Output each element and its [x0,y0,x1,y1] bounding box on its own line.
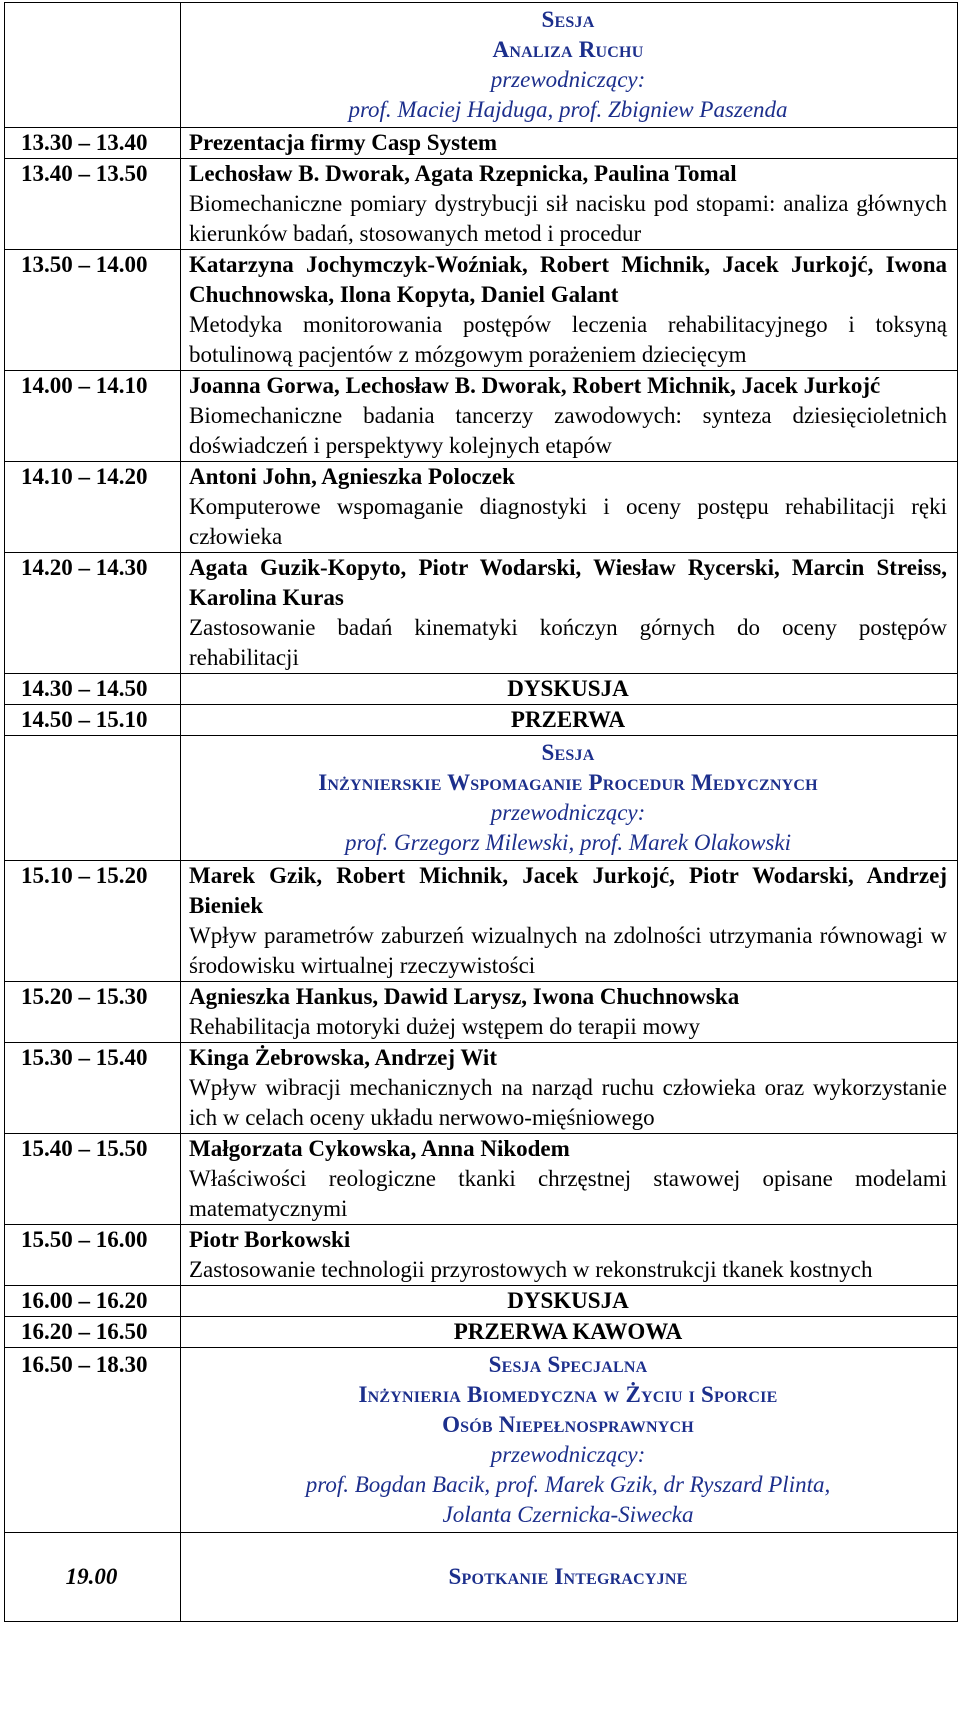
talk-authors: Piotr Borkowski [189,1227,351,1252]
break-label: DYSKUSJA [181,1286,958,1317]
talk-row [5,1225,958,1286]
talk-authors: Agata Guzik-Kopyto, Piotr Wodarski, Wiesław Rycerski, Marcin Streiss, Karolina Kuras [189,555,947,610]
talk-cell [181,861,958,982]
talk-authors: Joanna Gorwa, Lechosław B. Dworak, Robert Michnik, Jacek Jurkojć [189,373,881,398]
break-row [5,1317,958,1348]
chair-label: przewodniczący: [490,67,646,92]
talk-row [5,1134,958,1225]
talk-row [5,462,958,553]
talk-authors: Katarzyna Jochymczyk-Woźniak, Robert Michnik, Jacek Jurkojć, Iwona Chuchnowska, Ilona Kopyta, Daniel Galant [189,252,947,307]
talk-cell [181,1134,958,1225]
chair-label: przewodniczący: [490,1442,646,1467]
time-cell: 16.50 – 18.30 [5,1348,181,1533]
talk-time: 15.50 – 16.00 [5,1225,181,1286]
session-header [181,3,958,128]
talk-row [5,861,958,982]
final-row [5,1533,958,1622]
session-name: Inżynierskie Wspomaganie Procedur Medycznych [318,770,818,795]
talk-authors: Małgorzata Cykowska, Anna Nikodem [189,1136,570,1161]
talk-time: 13.50 – 14.00 [5,250,181,371]
final-time: 19.00 [5,1533,181,1622]
talk-authors: Lechosław B. Dworak, Agata Rzepnicka, Paulina Tomal [189,161,737,186]
program-table [4,2,958,1622]
session-name-line2: Osób Niepełnosprawnych [442,1412,694,1437]
talk-time: 14.10 – 14.20 [5,462,181,553]
talk-title: Zastosowanie badań kinematyki kończyn górnych do oceny postępów rehabilitacji [189,615,947,670]
talk-time: 15.40 – 15.50 [5,1134,181,1225]
time-cell [5,3,181,128]
talk-time: 15.30 – 15.40 [5,1043,181,1134]
talk-authors: Prezentacja firmy Casp System [189,130,498,155]
break-time: 16.00 – 16.20 [5,1286,181,1317]
time-cell [5,736,181,861]
talk-row [5,159,958,250]
session-header [181,736,958,861]
talk-time: 15.20 – 15.30 [5,982,181,1043]
talk-authors: Kinga Żebrowska, Andrzej Wit [189,1045,497,1070]
talk-row [5,1043,958,1134]
talk-cell [181,128,958,159]
talk-cell [181,553,958,674]
talk-title: Biomechaniczne badania tancerzy zawodowych: synteza dziesięcioletnich doświadczeń i perspektywy kolejnych etapów [189,403,947,458]
talk-row [5,371,958,462]
break-time: 14.50 – 15.10 [5,705,181,736]
chair-names-line2: Jolanta Czernicka-Siwecka [442,1502,694,1527]
talk-title: Rehabilitacja motoryki dużej wstępem do terapii mowy [189,1014,700,1039]
talk-title: Biomechaniczne pomiary dystrybucji sił nacisku pod stopami: analiza głównych kierunków badań, stosowanych metod i procedur [189,191,947,246]
break-label: PRZERWA [181,705,958,736]
session-header [181,1348,958,1533]
talk-row [5,553,958,674]
talk-row [5,128,958,159]
talk-row [5,250,958,371]
talk-time: 14.00 – 14.10 [5,371,181,462]
chair-names: prof. Grzegorz Milewski, prof. Marek Olakowski [345,830,791,855]
talk-title: Komputerowe wspomaganie diagnostyki i oceny postępu rehabilitacji ręki człowieka [189,494,947,549]
talk-title: Metodyka monitorowania postępów leczenia rehabilitacyjnego i toksyną botulinową pacjentów z mózgowym porażeniem dziecięcym [189,312,947,367]
talk-cell [181,462,958,553]
chair-label: przewodniczący: [490,800,646,825]
session-header-row [5,736,958,861]
talk-authors: Antoni John, Agnieszka Poloczek [189,464,515,489]
session-name: Analiza Ruchu [492,37,644,62]
talk-cell [181,1225,958,1286]
break-time: 16.20 – 16.50 [5,1317,181,1348]
session-label: Sesja [541,7,595,32]
talk-cell [181,371,958,462]
talk-cell [181,982,958,1043]
session-label: Sesja Specjalna [488,1352,648,1377]
chair-names: prof. Bogdan Bacik, prof. Marek Gzik, dr Ryszard Plinta, [305,1472,831,1497]
talk-time: 15.10 – 15.20 [5,861,181,982]
break-row [5,705,958,736]
talk-authors: Agnieszka Hankus, Dawid Larysz, Iwona Chuchnowska [189,984,740,1009]
break-row [5,674,958,705]
session-name: Inżynieria Biomedyczna w Życiu i Sporcie [358,1382,778,1407]
talk-cell [181,1043,958,1134]
chair-names: prof. Maciej Hajduga, prof. Zbigniew Paszenda [348,97,788,122]
talk-authors: Marek Gzik, Robert Michnik, Jacek Jurkojć, Piotr Wodarski, Andrzej Bieniek [189,863,947,918]
break-label: DYSKUSJA [181,674,958,705]
final-label: Spotkanie Integracyjne [181,1533,958,1622]
talk-time: 14.20 – 14.30 [5,553,181,674]
session-header-row [5,1348,958,1533]
talk-cell [181,159,958,250]
talk-title: Wpływ parametrów zaburzeń wizualnych na zdolności utrzymania równowagi w środowisku wirtualnej rzeczywistości [189,923,947,978]
break-row [5,1286,958,1317]
talk-title: Zastosowanie technologii przyrostowych w rekonstrukcji tkanek kostnych [189,1257,873,1282]
session-label: Sesja [541,740,595,765]
talk-cell [181,250,958,371]
talk-row [5,982,958,1043]
talk-title: Właściwości reologiczne tkanki chrzęstnej stawowej opisane modelami matematycznymi [189,1166,947,1221]
session-header-row [5,3,958,128]
talk-time: 13.30 – 13.40 [5,128,181,159]
talk-title: Wpływ wibracji mechanicznych na narząd ruchu człowieka oraz wykorzystanie ich w celach oceny układu nerwowo-mięśniowego [189,1075,947,1130]
break-label: PRZERWA KAWOWA [181,1317,958,1348]
break-time: 14.30 – 14.50 [5,674,181,705]
talk-time: 13.40 – 13.50 [5,159,181,250]
